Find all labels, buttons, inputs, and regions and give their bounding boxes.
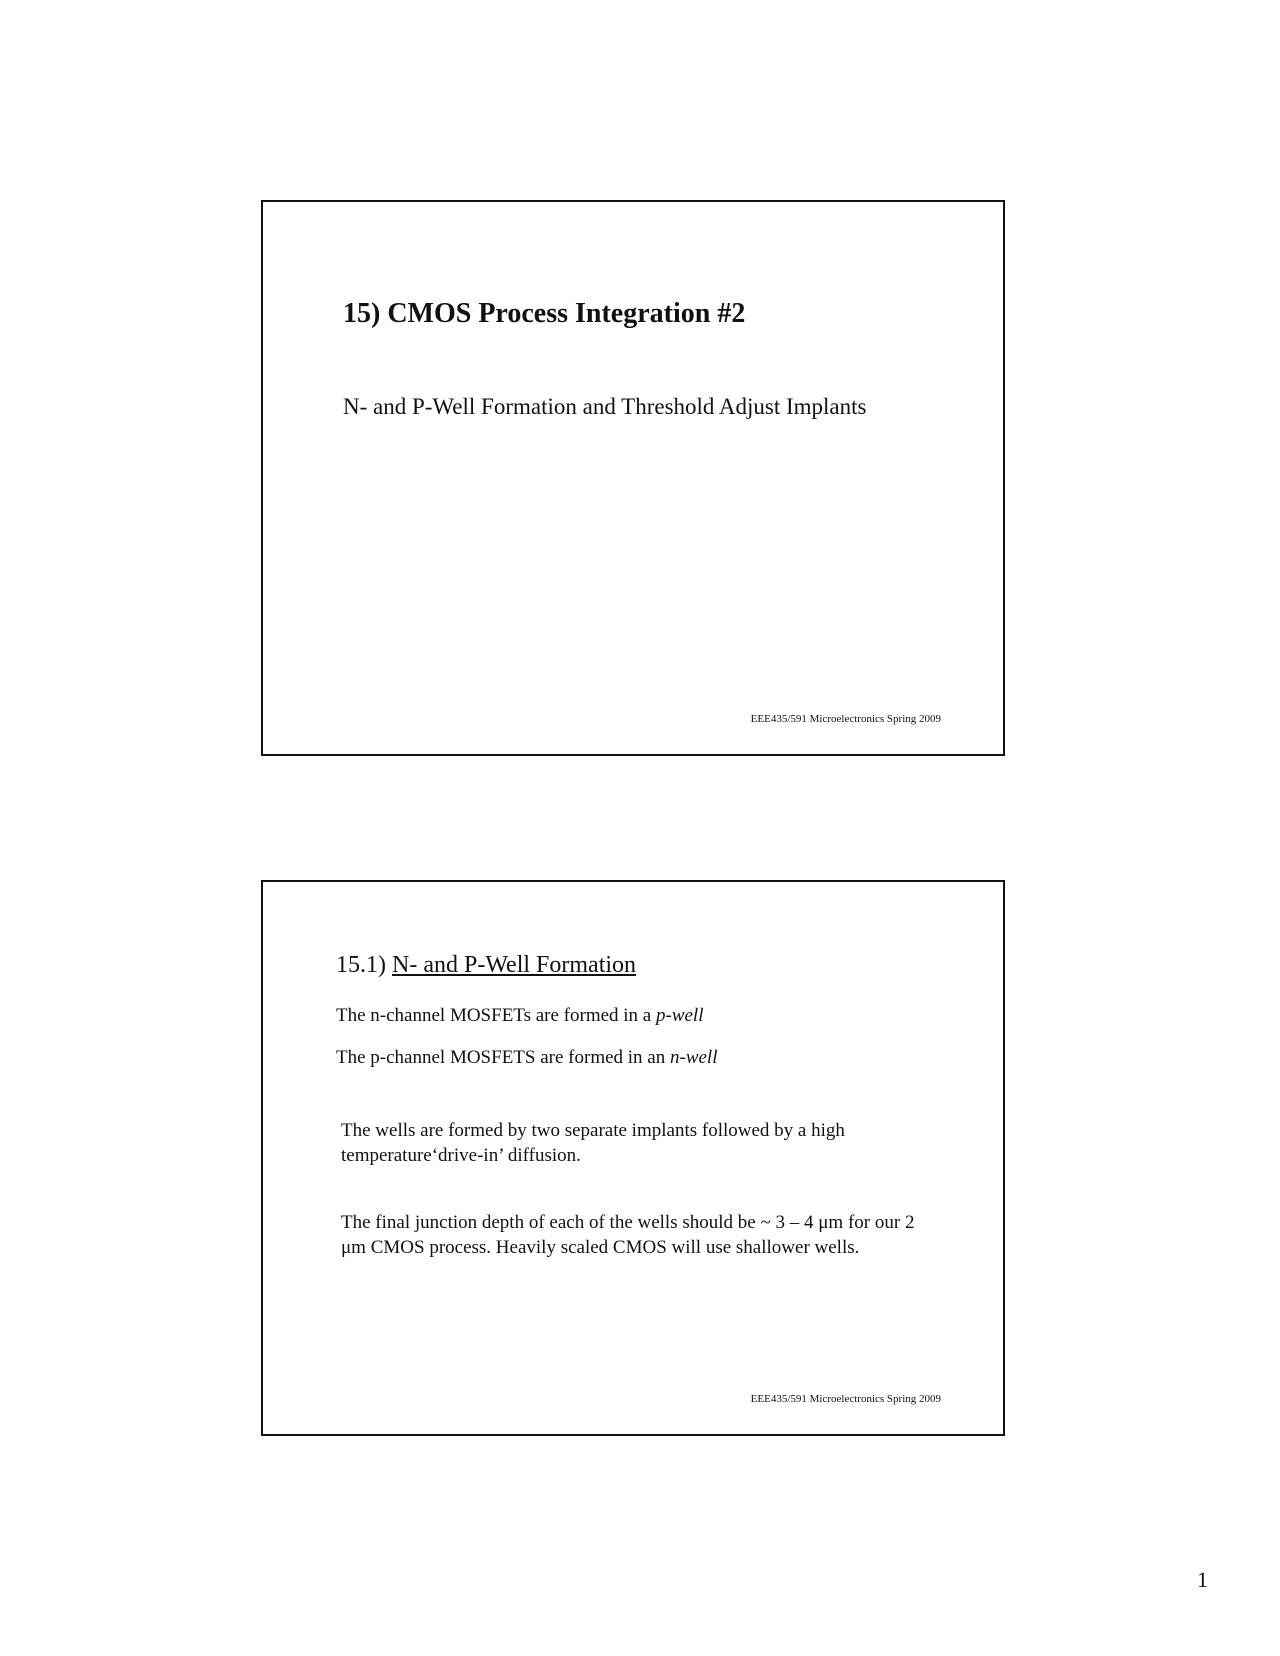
slide-2-heading-number: 15.1) (336, 952, 392, 978)
slide-2-footer: EEE435/591 Microelectronics Spring 2009 (750, 1393, 941, 1405)
line-nchannel-text: The n-channel MOSFETs are formed in a (336, 1005, 656, 1026)
line-pchannel-text: The p-channel MOSFETS are formed in an (336, 1047, 670, 1068)
line-pchannel-emphasis: n-well (670, 1047, 718, 1068)
slide-2-heading (336, 952, 636, 979)
slide-2-paragraph-junction-depth: The final junction depth of each of the wells should be ~ 3 – 4 μm for our 2 μm CMOS process. Heavily scaled CMOS will use shallower wells. (341, 1212, 915, 1258)
slide-1-subtitle: N- and P-Well Formation and Threshold Adjust Implants (343, 394, 867, 419)
slide-2-line-nchannel (336, 1005, 704, 1027)
slide-2 (261, 880, 1005, 1436)
slide-2-paragraph-wells: The wells are formed by two separate implants followed by a high temperature‘drive-in’ diffusion. (341, 1120, 845, 1166)
slide-1-title: 15) CMOS Process Integration #2 (343, 298, 746, 329)
slide-2-line-pchannel (336, 1047, 718, 1069)
slide-1-footer: EEE435/591 Microelectronics Spring 2009 (750, 713, 941, 725)
slide-2-heading-text: N- and P-Well Formation (392, 952, 637, 978)
slide-1 (261, 200, 1005, 756)
line-nchannel-emphasis: p-well (656, 1005, 704, 1026)
page-number: 1 (1197, 1567, 1208, 1592)
